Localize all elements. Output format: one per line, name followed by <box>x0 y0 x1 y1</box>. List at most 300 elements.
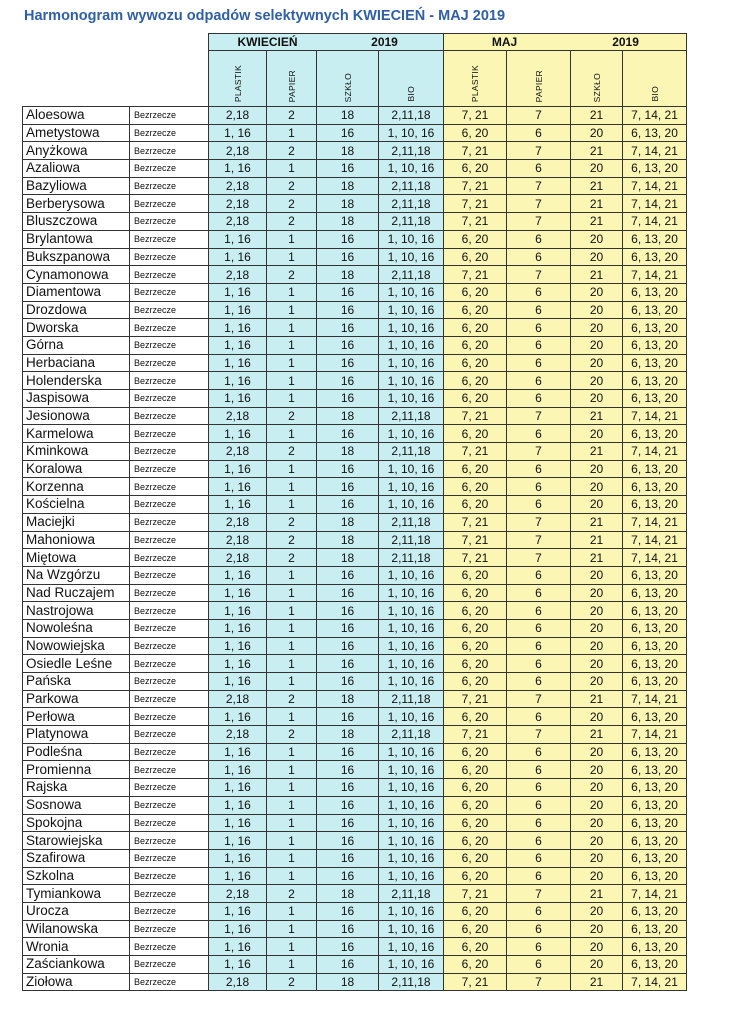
pickup-dates-cell: 6, 13, 20 <box>623 584 687 602</box>
district-name: Bezrzecze <box>130 708 209 726</box>
month-year-may: 2019 <box>612 35 639 49</box>
pickup-dates-cell: 2 <box>267 549 317 567</box>
pickup-dates-cell: 20 <box>571 849 623 867</box>
pickup-dates-cell: 6, 20 <box>444 301 507 319</box>
pickup-dates-cell: 6, 13, 20 <box>623 336 687 354</box>
pickup-dates-cell: 7 <box>507 885 571 903</box>
pickup-dates-cell: 16 <box>317 372 379 390</box>
street-name: Wilanowska <box>23 920 130 938</box>
street-name: Bazyliowa <box>23 177 130 195</box>
pickup-dates-cell: 6, 20 <box>444 708 507 726</box>
pickup-dates-cell: 1, 16 <box>209 354 267 372</box>
pickup-dates-cell: 20 <box>571 283 623 301</box>
pickup-dates-cell: 1 <box>267 478 317 496</box>
pickup-dates-cell: 7 <box>507 726 571 744</box>
pickup-dates-cell: 6, 13, 20 <box>623 425 687 443</box>
pickup-dates-cell: 7, 14, 21 <box>623 513 687 531</box>
table-row <box>23 230 687 248</box>
street-name: Nastrojowa <box>23 602 130 620</box>
pickup-dates-cell: 1 <box>267 336 317 354</box>
pickup-dates-cell: 1, 10, 16 <box>379 867 444 885</box>
pickup-dates-cell: 1 <box>267 496 317 514</box>
pickup-dates-cell: 1, 10, 16 <box>379 460 444 478</box>
street-name: Promienna <box>23 761 130 779</box>
pickup-dates-cell: 1, 16 <box>209 920 267 938</box>
street-name: Szafirowa <box>23 849 130 867</box>
pickup-dates-cell: 1, 16 <box>209 867 267 885</box>
pickup-dates-cell: 6, 20 <box>444 354 507 372</box>
table-row <box>23 283 687 301</box>
table-row <box>23 354 687 372</box>
pickup-dates-cell: 1, 16 <box>209 637 267 655</box>
pickup-dates-cell: 1, 10, 16 <box>379 708 444 726</box>
pickup-dates-cell: 20 <box>571 867 623 885</box>
pickup-dates-cell: 2,18 <box>209 177 267 195</box>
street-name: Pańska <box>23 673 130 691</box>
pickup-dates-cell: 1, 16 <box>209 708 267 726</box>
pickup-dates-cell: 6 <box>507 460 571 478</box>
pickup-dates-cell: 6, 13, 20 <box>623 761 687 779</box>
pickup-dates-cell: 6, 13, 20 <box>623 956 687 974</box>
street-name: Dworska <box>23 319 130 337</box>
col-header-label: BIO <box>649 86 660 102</box>
pickup-dates-cell: 7, 14, 21 <box>623 726 687 744</box>
pickup-dates-cell: 1 <box>267 319 317 337</box>
pickup-dates-cell: 7, 21 <box>444 107 507 125</box>
pickup-dates-cell: 1, 10, 16 <box>379 761 444 779</box>
pickup-dates-cell: 6, 13, 20 <box>623 566 687 584</box>
pickup-dates-cell: 6, 20 <box>444 938 507 956</box>
district-name: Bezrzecze <box>130 230 209 248</box>
pickup-dates-cell: 7 <box>507 142 571 160</box>
district-name: Bezrzecze <box>130 867 209 885</box>
table-row <box>23 407 687 425</box>
pickup-dates-cell: 2,11,18 <box>379 177 444 195</box>
pickup-dates-cell: 1 <box>267 124 317 142</box>
district-name: Bezrzecze <box>130 902 209 920</box>
district-name: Bezrzecze <box>130 160 209 178</box>
street-name: Azaliowa <box>23 160 130 178</box>
street-name: Zaściankowa <box>23 956 130 974</box>
district-name: Bezrzecze <box>130 796 209 814</box>
pickup-dates-cell: 7, 21 <box>444 531 507 549</box>
pickup-dates-cell: 1 <box>267 602 317 620</box>
street-name: Wronia <box>23 938 130 956</box>
pickup-dates-cell: 20 <box>571 390 623 408</box>
pickup-dates-cell: 6, 20 <box>444 230 507 248</box>
pickup-dates-cell: 16 <box>317 637 379 655</box>
pickup-dates-cell: 2,18 <box>209 690 267 708</box>
pickup-dates-cell: 1 <box>267 372 317 390</box>
pickup-dates-cell: 20 <box>571 354 623 372</box>
pickup-dates-cell: 16 <box>317 938 379 956</box>
pickup-dates-cell: 1 <box>267 796 317 814</box>
district-name: Bezrzecze <box>130 425 209 443</box>
pickup-dates-cell: 1, 16 <box>209 584 267 602</box>
pickup-dates-cell: 6, 20 <box>444 283 507 301</box>
pickup-dates-cell: 2,11,18 <box>379 513 444 531</box>
pickup-dates-cell: 6, 20 <box>444 761 507 779</box>
pickup-dates-cell: 16 <box>317 602 379 620</box>
pickup-dates-cell: 16 <box>317 566 379 584</box>
pickup-dates-cell: 6 <box>507 619 571 637</box>
pickup-dates-cell: 2 <box>267 973 317 991</box>
pickup-dates-cell: 16 <box>317 319 379 337</box>
street-name: Bukszpanowa <box>23 248 130 266</box>
street-name: Holenderska <box>23 372 130 390</box>
pickup-dates-cell: 6 <box>507 319 571 337</box>
street-name: Diamentowa <box>23 283 130 301</box>
street-name: Korzenna <box>23 478 130 496</box>
pickup-dates-cell: 7, 14, 21 <box>623 690 687 708</box>
pickup-dates-cell: 7, 21 <box>444 973 507 991</box>
pickup-dates-cell: 20 <box>571 160 623 178</box>
table-row <box>23 177 687 195</box>
table-row <box>23 584 687 602</box>
pickup-dates-cell: 2,18 <box>209 973 267 991</box>
pickup-dates-cell: 1, 16 <box>209 938 267 956</box>
pickup-dates-cell: 20 <box>571 619 623 637</box>
district-name: Bezrzecze <box>130 690 209 708</box>
pickup-dates-cell: 1 <box>267 301 317 319</box>
pickup-dates-cell: 6, 20 <box>444 160 507 178</box>
pickup-dates-cell: 1, 10, 16 <box>379 584 444 602</box>
month-name-may: MAJ <box>491 35 518 49</box>
pickup-dates-cell: 6, 13, 20 <box>623 283 687 301</box>
street-name: Rajska <box>23 779 130 797</box>
pickup-dates-cell: 6 <box>507 902 571 920</box>
table-row <box>23 743 687 761</box>
pickup-dates-cell: 7 <box>507 443 571 461</box>
pickup-dates-cell: 18 <box>317 726 379 744</box>
pickup-dates-cell: 6, 20 <box>444 336 507 354</box>
pickup-dates-cell: 1 <box>267 956 317 974</box>
col-header-label: PAPIER <box>286 69 297 102</box>
pickup-dates-cell: 1 <box>267 920 317 938</box>
pickup-dates-cell: 6, 13, 20 <box>623 354 687 372</box>
pickup-dates-cell: 18 <box>317 973 379 991</box>
table-row <box>23 956 687 974</box>
pickup-dates-cell: 1, 16 <box>209 619 267 637</box>
table-row <box>23 637 687 655</box>
pickup-dates-cell: 18 <box>317 213 379 231</box>
pickup-dates-cell: 18 <box>317 177 379 195</box>
street-name: Platynowa <box>23 726 130 744</box>
pickup-dates-cell: 16 <box>317 230 379 248</box>
pickup-dates-cell: 6, 13, 20 <box>623 390 687 408</box>
pickup-dates-cell: 1, 10, 16 <box>379 372 444 390</box>
pickup-dates-cell: 1, 10, 16 <box>379 390 444 408</box>
district-name: Bezrzecze <box>130 390 209 408</box>
header-spacer <box>23 34 209 51</box>
pickup-dates-cell: 6, 20 <box>444 124 507 142</box>
pickup-dates-cell: 1 <box>267 283 317 301</box>
pickup-dates-cell: 16 <box>317 478 379 496</box>
pickup-dates-cell: 2 <box>267 407 317 425</box>
pickup-dates-cell: 18 <box>317 885 379 903</box>
district-name: Bezrzecze <box>130 354 209 372</box>
table-row <box>23 443 687 461</box>
table-row <box>23 425 687 443</box>
pickup-dates-cell: 1, 10, 16 <box>379 619 444 637</box>
street-name: Anyżkowa <box>23 142 130 160</box>
district-name: Bezrzecze <box>130 637 209 655</box>
pickup-dates-cell: 1, 16 <box>209 743 267 761</box>
street-name: Aloesowa <box>23 107 130 125</box>
pickup-dates-cell: 20 <box>571 655 623 673</box>
pickup-dates-cell: 7 <box>507 266 571 284</box>
district-name: Bezrzecze <box>130 301 209 319</box>
col-header <box>317 51 379 107</box>
pickup-dates-cell: 16 <box>317 779 379 797</box>
table-row <box>23 619 687 637</box>
pickup-dates-cell: 1, 16 <box>209 655 267 673</box>
pickup-dates-cell: 2,18 <box>209 726 267 744</box>
table-row <box>23 248 687 266</box>
table-row <box>23 496 687 514</box>
district-name: Bezrzecze <box>130 460 209 478</box>
pickup-dates-cell: 16 <box>317 956 379 974</box>
pickup-dates-cell: 1 <box>267 779 317 797</box>
pickup-dates-cell: 6 <box>507 124 571 142</box>
pickup-dates-cell: 1, 10, 16 <box>379 920 444 938</box>
pickup-dates-cell: 1, 10, 16 <box>379 478 444 496</box>
pickup-dates-cell: 16 <box>317 867 379 885</box>
pickup-dates-cell: 6 <box>507 673 571 691</box>
pickup-dates-cell: 1 <box>267 673 317 691</box>
table-row <box>23 513 687 531</box>
pickup-dates-cell: 2,18 <box>209 443 267 461</box>
street-name: Berberysowa <box>23 195 130 213</box>
pickup-dates-cell: 7, 14, 21 <box>623 142 687 160</box>
table-row <box>23 266 687 284</box>
pickup-dates-cell: 1, 16 <box>209 814 267 832</box>
table-row <box>23 531 687 549</box>
pickup-dates-cell: 7, 21 <box>444 407 507 425</box>
pickup-dates-cell: 6, 13, 20 <box>623 301 687 319</box>
pickup-dates-cell: 6, 20 <box>444 849 507 867</box>
pickup-dates-cell: 6, 13, 20 <box>623 814 687 832</box>
district-name: Bezrzecze <box>130 779 209 797</box>
pickup-dates-cell: 7, 21 <box>444 690 507 708</box>
pickup-dates-cell: 2,18 <box>209 531 267 549</box>
pickup-dates-cell: 20 <box>571 460 623 478</box>
col-header <box>623 51 687 107</box>
pickup-dates-cell: 6 <box>507 248 571 266</box>
pickup-dates-cell: 7, 21 <box>444 213 507 231</box>
street-name: Brylantowa <box>23 230 130 248</box>
pickup-dates-cell: 6, 13, 20 <box>623 124 687 142</box>
district-name: Bezrzecze <box>130 513 209 531</box>
pickup-dates-cell: 1, 16 <box>209 478 267 496</box>
district-name: Bezrzecze <box>130 885 209 903</box>
pickup-dates-cell: 2,11,18 <box>379 195 444 213</box>
pickup-dates-cell: 1 <box>267 248 317 266</box>
district-name: Bezrzecze <box>130 832 209 850</box>
pickup-dates-cell: 1, 16 <box>209 425 267 443</box>
district-name: Bezrzecze <box>130 213 209 231</box>
col-header-label: PLASTIK <box>470 64 481 102</box>
pickup-dates-cell: 2 <box>267 177 317 195</box>
district-name: Bezrzecze <box>130 336 209 354</box>
street-name: Koralowa <box>23 460 130 478</box>
pickup-dates-cell: 1, 16 <box>209 301 267 319</box>
pickup-dates-cell: 7, 14, 21 <box>623 213 687 231</box>
pickup-dates-cell: 6 <box>507 814 571 832</box>
pickup-dates-cell: 1 <box>267 354 317 372</box>
pickup-dates-cell: 18 <box>317 107 379 125</box>
pickup-dates-cell: 1, 16 <box>209 673 267 691</box>
pickup-dates-cell: 20 <box>571 336 623 354</box>
pickup-dates-cell: 6, 20 <box>444 460 507 478</box>
district-name: Bezrzecze <box>130 407 209 425</box>
pickup-dates-cell: 2 <box>267 195 317 213</box>
pickup-dates-cell: 6, 20 <box>444 619 507 637</box>
pickup-dates-cell: 2,11,18 <box>379 549 444 567</box>
pickup-dates-cell: 20 <box>571 301 623 319</box>
table-row <box>23 160 687 178</box>
district-name: Bezrzecze <box>130 496 209 514</box>
pickup-dates-cell: 16 <box>317 124 379 142</box>
month-year-april: 2019 <box>371 35 398 49</box>
street-name: Kminkowa <box>23 443 130 461</box>
pickup-dates-cell: 16 <box>317 425 379 443</box>
pickup-dates-cell: 1 <box>267 743 317 761</box>
pickup-dates-cell: 7 <box>507 513 571 531</box>
pickup-dates-cell: 6 <box>507 796 571 814</box>
street-name: Na Wzgórzu <box>23 566 130 584</box>
table-row <box>23 761 687 779</box>
pickup-dates-cell: 16 <box>317 354 379 372</box>
pickup-dates-cell: 2,11,18 <box>379 107 444 125</box>
street-name: Nowoleśna <box>23 619 130 637</box>
pickup-dates-cell: 1 <box>267 460 317 478</box>
pickup-dates-cell: 1 <box>267 390 317 408</box>
col-header-label: PAPIER <box>533 69 544 102</box>
pickup-dates-cell: 2,11,18 <box>379 407 444 425</box>
pickup-dates-cell: 20 <box>571 248 623 266</box>
pickup-dates-cell: 1, 10, 16 <box>379 902 444 920</box>
pickup-dates-cell: 1, 16 <box>209 230 267 248</box>
pickup-dates-cell: 20 <box>571 743 623 761</box>
pickup-dates-cell: 1 <box>267 814 317 832</box>
pickup-dates-cell: 6, 20 <box>444 478 507 496</box>
pickup-dates-cell: 6, 20 <box>444 425 507 443</box>
street-name: Cynamonowa <box>23 266 130 284</box>
table-row <box>23 549 687 567</box>
pickup-dates-cell: 16 <box>317 832 379 850</box>
pickup-dates-cell: 16 <box>317 743 379 761</box>
col-header <box>379 51 444 107</box>
pickup-dates-cell: 20 <box>571 496 623 514</box>
pickup-dates-cell: 7, 21 <box>444 142 507 160</box>
pickup-dates-cell: 6, 20 <box>444 902 507 920</box>
pickup-dates-cell: 2 <box>267 443 317 461</box>
pickup-dates-cell: 6 <box>507 743 571 761</box>
pickup-dates-cell: 21 <box>571 266 623 284</box>
pickup-dates-cell: 6, 13, 20 <box>623 920 687 938</box>
pickup-dates-cell: 6 <box>507 496 571 514</box>
pickup-dates-cell: 7, 14, 21 <box>623 549 687 567</box>
pickup-dates-cell: 16 <box>317 460 379 478</box>
district-name: Bezrzecze <box>130 673 209 691</box>
table-row <box>23 690 687 708</box>
street-name: Bluszczowa <box>23 213 130 231</box>
pickup-dates-cell: 1, 16 <box>209 779 267 797</box>
pickup-dates-cell: 6, 13, 20 <box>623 832 687 850</box>
pickup-dates-cell: 2,11,18 <box>379 973 444 991</box>
pickup-dates-cell: 20 <box>571 796 623 814</box>
pickup-dates-cell: 7, 14, 21 <box>623 407 687 425</box>
pickup-dates-cell: 16 <box>317 708 379 726</box>
pickup-dates-cell: 16 <box>317 390 379 408</box>
pickup-dates-cell: 6 <box>507 372 571 390</box>
pickup-dates-cell: 7, 21 <box>444 513 507 531</box>
pickup-dates-cell: 16 <box>317 584 379 602</box>
pickup-dates-cell: 2,18 <box>209 195 267 213</box>
street-name: Tymiankowa <box>23 885 130 903</box>
pickup-dates-cell: 2,11,18 <box>379 885 444 903</box>
table-row <box>23 867 687 885</box>
pickup-dates-cell: 21 <box>571 443 623 461</box>
pickup-dates-cell: 2,18 <box>209 213 267 231</box>
pickup-dates-cell: 18 <box>317 142 379 160</box>
pickup-dates-cell: 20 <box>571 902 623 920</box>
col-header-label: SZKŁO <box>591 72 602 102</box>
pickup-dates-cell: 1, 10, 16 <box>379 743 444 761</box>
pickup-dates-cell: 6 <box>507 708 571 726</box>
district-name: Bezrzecze <box>130 814 209 832</box>
pickup-dates-cell: 2 <box>267 266 317 284</box>
pickup-dates-cell: 6, 13, 20 <box>623 248 687 266</box>
district-name: Bezrzecze <box>130 602 209 620</box>
pickup-dates-cell: 6 <box>507 920 571 938</box>
table-row <box>23 566 687 584</box>
waste-type-header-row <box>23 51 687 107</box>
pickup-dates-cell: 1 <box>267 619 317 637</box>
pickup-dates-cell: 21 <box>571 726 623 744</box>
pickup-dates-cell: 6 <box>507 336 571 354</box>
table-row <box>23 708 687 726</box>
table-row <box>23 832 687 850</box>
pickup-dates-cell: 7, 21 <box>444 885 507 903</box>
pickup-dates-cell: 16 <box>317 655 379 673</box>
district-name: Bezrzecze <box>130 266 209 284</box>
pickup-dates-cell: 6 <box>507 230 571 248</box>
pickup-dates-cell: 2,11,18 <box>379 213 444 231</box>
pickup-dates-cell: 16 <box>317 814 379 832</box>
pickup-dates-cell: 6, 20 <box>444 673 507 691</box>
table-row <box>23 849 687 867</box>
pickup-dates-cell: 21 <box>571 973 623 991</box>
table-row <box>23 124 687 142</box>
pickup-dates-cell: 18 <box>317 690 379 708</box>
pickup-dates-cell: 7, 14, 21 <box>623 107 687 125</box>
pickup-dates-cell: 7, 14, 21 <box>623 195 687 213</box>
pickup-dates-cell: 18 <box>317 531 379 549</box>
pickup-dates-cell: 16 <box>317 301 379 319</box>
pickup-dates-cell: 16 <box>317 160 379 178</box>
pickup-dates-cell: 18 <box>317 549 379 567</box>
pickup-dates-cell: 20 <box>571 230 623 248</box>
pickup-dates-cell: 1, 16 <box>209 460 267 478</box>
pickup-dates-cell: 21 <box>571 531 623 549</box>
pickup-dates-cell: 2,18 <box>209 407 267 425</box>
pickup-dates-cell: 6, 20 <box>444 319 507 337</box>
pickup-dates-cell: 6 <box>507 354 571 372</box>
pickup-dates-cell: 1, 16 <box>209 390 267 408</box>
pickup-dates-cell: 21 <box>571 513 623 531</box>
